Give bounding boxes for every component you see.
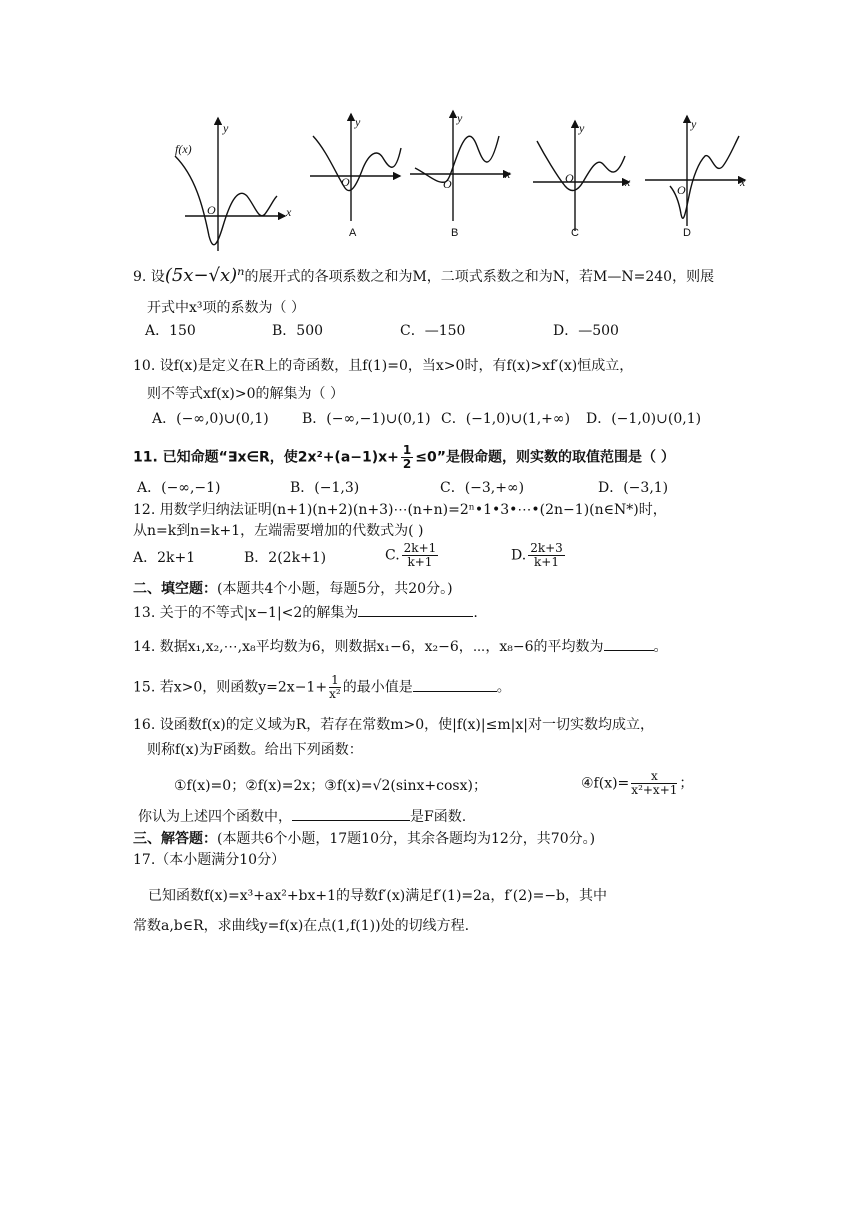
question-10: 10. 设f(x)是定义在R上的奇函数，且f(1)=0，当x>0时，有f(x)>xf′(x)恒成立，: [133, 358, 634, 374]
section-2-heading: 二、填空题：(本题共4个小题，每题5分，共20分。): [133, 581, 453, 597]
svg-text:O: O: [565, 171, 574, 185]
question-9: 9. 设(5x−√x)ⁿ的展开式的各项系数之和为M，二项式系数之和为N，若M—N=240，则展: [133, 265, 715, 286]
question-17-line1: 已知函数f(x)=x³+ax²+bx+1的导数f′(x)满足f′(1)=2a，f′(2)=−b，其中: [148, 888, 608, 904]
question-10-line2: 则不等式xf(x)>0的解集为（ ）: [147, 386, 344, 402]
svg-text:O: O: [341, 175, 350, 189]
graph-label-c: C: [571, 227, 579, 239]
question-16-functions: ①f(x)=0；②f(x)=2x；③f(x)=√2(sinx+cosx)； ④f(x)= $\frac{x}{\text{x²+x+1}}$ ；: [174, 769, 694, 797]
svg-text:y: y: [355, 115, 361, 129]
svg-text:O: O: [207, 203, 216, 217]
exam-page: f(x) y x O y O y O x y O x y O x A B C D 9. 设(5x−√x)ⁿ的展开式的各项系数之和为M，二项式系数之和为N，若M—N=240，则展 开式中x³项的系数为（ ） A．150 B．500 C．—150 D．—500 10. 设f(x)是定义在R上的奇函数，且f(1)=0，当x>0时，有f(x)>xf′(x)恒成立， 则不等式xf(x)>0的解集为（ ） A．(−∞,0)∪(0,1) B．(−∞,−1)∪(0,1) C．(−1,0)∪(1,+∞) D．(−1,0)∪(0,1) 11. 已知命题“∃x∈R，使2x²+(a−1)x+ $\frac{1}{2}$ ≤0”是假命题，则实数的取值范围是（ ） A．(−∞,−1) B．(−1,3) C．(−3,+∞) D．(−3,1) 12. 用数学归纳法证明(n+1)(n+2)(n+3)⋯(n+n)=2ⁿ•1•3•⋯•(2n−1)(n∈N*)时， 从n=k到n=k+1，左端需要增加的代数式为( ) A．2k+1 B．2(2k+1) C. $\frac{2k+1}{k+1}$ D. $\frac{2k+3}{k+1}$ 二、填空题：(本题共4个小题，每题5分，共20分。) 13. 关于的不等式|x−1|<2的解集为 . 14. 数据x₁,x₂,⋯,x₈平均数为6，则数据x₁−6，x₂−6，⋯，x₈−6的平均数为 。 15. 若x>0，则函数y=2x−1+ $\frac{1}{\text{x²}}$ 的最小值是 。 16. 设函数f(x)的定义域为R，若存在常数m>0，使|f(x)|≤m|x|对一切实数均成立， 则称f(x)为F函数。给出下列函数： ①f(x)=0；②f(x)=2x；③f(x)=√2(sinx+cosx)； ④f(x)= $\frac{x}{\text{x²+x+1}}$ ； 你认为上述四个函数中， 是F函数. 三、解答题：(本题共6个小题，17题10分，其余各题均为12分，共70分。) 17.（本小题满分10分） 已知函数f(x)=x³+ax²+bx+1的导数f′(x)满足f′(1)=2a，f′(2)=−b，其中 常数a,b∈R，求曲线y=f(x)在点(1,f(1))处的切线方程.: [0, 0, 860, 1216]
svg-text:y: y: [457, 111, 463, 125]
question-17-line2: 常数a,b∈R，求曲线y=f(x)在点(1,f(1))处的切线方程.: [133, 918, 470, 934]
question-12-line2: 从n=k到n=k+1，左端需要增加的代数式为( ): [133, 523, 424, 539]
svg-text:O: O: [677, 183, 686, 197]
question-15: 15. 若x>0，则函数y=2x−1+ $\frac{1}{\text{x²}}$ 的最小值是 。: [133, 673, 511, 701]
svg-text:y: y: [691, 117, 697, 131]
section-3-heading: 三、解答题：(本题共6个小题，17题10分，其余各题均为12分，共70分。): [133, 831, 596, 847]
svg-text:x: x: [505, 167, 511, 181]
svg-text:O: O: [443, 177, 452, 191]
graph-label-b: B: [451, 227, 459, 239]
question-16-line4: 你认为上述四个函数中， 是F函数.: [0, 806, 860, 827]
svg-text:y: y: [223, 121, 229, 135]
svg-text:x: x: [740, 175, 746, 189]
question-16: 16. 设函数f(x)的定义域为R，若存在常数m>0，使|f(x)|≤m|x|对一切实数均成立，: [133, 717, 654, 733]
question-17-title: 17.（本小题满分10分）: [133, 852, 286, 868]
question-12: 12. 用数学归纳法证明(n+1)(n+2)(n+3)⋯(n+n)=2ⁿ•1•3•⋯•(2n−1)(n∈N*)时，: [133, 502, 667, 518]
question-16-line2: 则称f(x)为F函数。给出下列函数：: [147, 742, 363, 758]
question-11: 11. 已知命题“∃x∈R，使2x²+(a−1)x+ $\frac{1}{2}$ ≤0”是假命题，则实数的取值范围是（ ）: [133, 443, 675, 471]
svg-text:y: y: [579, 121, 585, 135]
graph-figures: [165, 96, 765, 256]
question-9-line2: 开式中x³项的系数为（ ）: [147, 300, 305, 316]
question-13: 13. 关于的不等式|x−1|<2的解集为 .: [0, 602, 860, 623]
graph-label-a: A: [349, 227, 357, 239]
question-14: 14. 数据x₁,x₂,⋯,x₈平均数为6，则数据x₁−6，x₂−6，⋯，x₈−6的平均数为 。: [0, 636, 860, 657]
svg-text:x: x: [625, 175, 631, 189]
question-12-options: A．2k+1 B．2(2k+1) C. $\frac{2k+1}{k+1}$ D. $\frac{2k+3}{k+1}$: [133, 541, 563, 569]
graph-label-d: D: [683, 227, 691, 239]
main-graph-label: f(x): [175, 142, 192, 156]
svg-text:x: x: [286, 205, 292, 219]
